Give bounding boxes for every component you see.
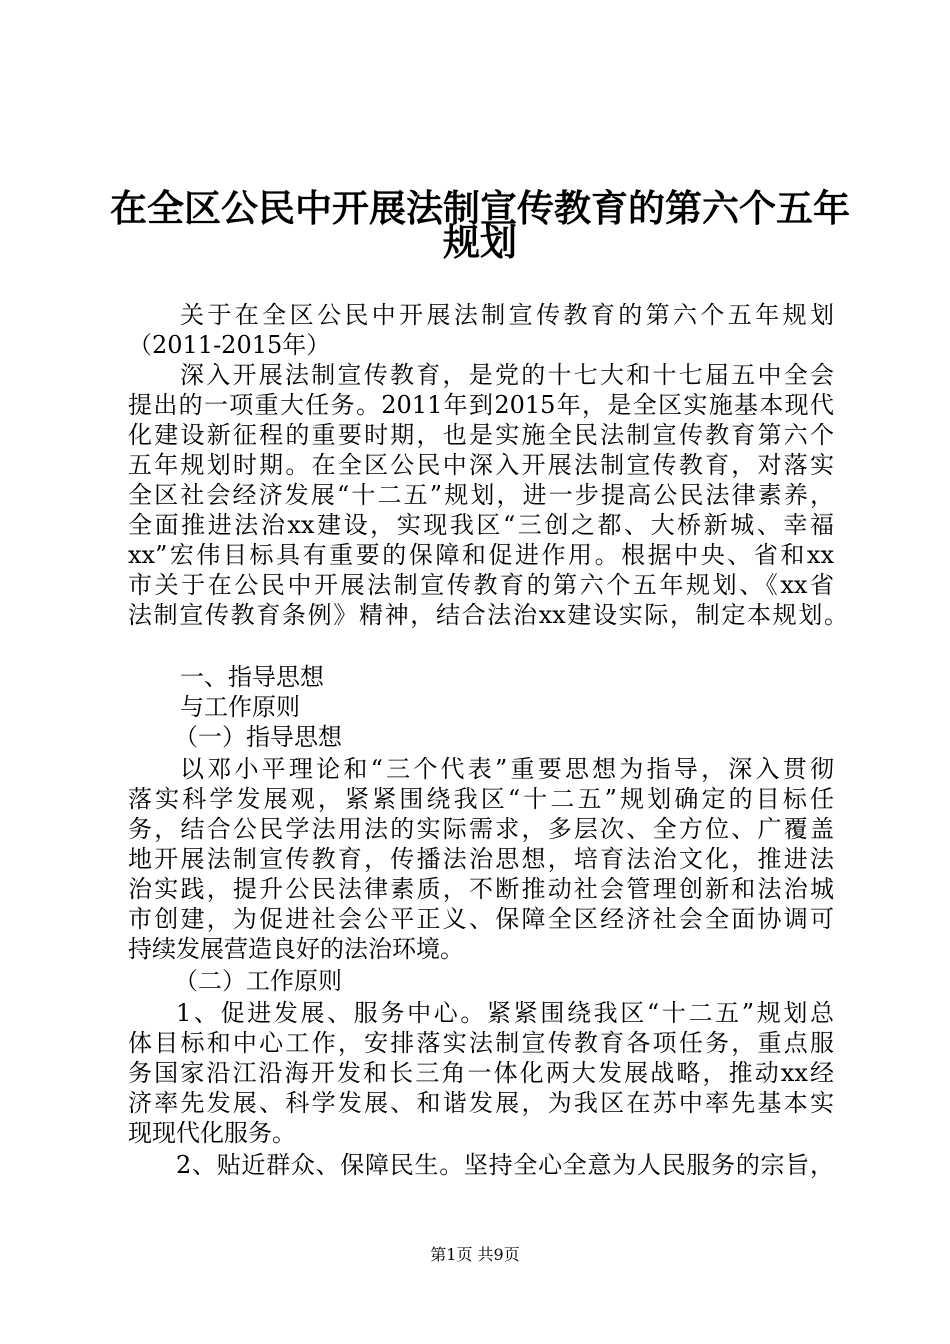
subtitle-line-2: （2011-2015年） bbox=[128, 331, 331, 359]
paragraph-2-line-4: 地开展法制宣传教育，传播法治思想，培育法治文化，推进法 bbox=[128, 845, 834, 873]
section-heading-1: 一、指导思想 bbox=[180, 663, 324, 691]
subtitle-line-1: 关于在全区公民中开展法制宣传教育的第六个五年规划 bbox=[180, 301, 834, 329]
paragraph-3-line-5: 现现代化服务。 bbox=[128, 1119, 296, 1147]
paragraph-1-line-8: 市关于在公民中开展法制宣传教育的第六个五年规划、《xx省 bbox=[128, 571, 834, 599]
document-title-line-1: 在全区公民中开展法制宣传教育的第六个五年 bbox=[110, 187, 850, 230]
subsection-heading-2: （二）工作原则 bbox=[174, 967, 342, 995]
paragraph-2-line-2: 落实科学发展观，紧紧围绕我区“十二五”规划确定的目标任 bbox=[128, 785, 834, 813]
paragraph-2-line-1: 以邓小平理论和“三个代表”重要思想为指导，深入贯彻 bbox=[180, 755, 834, 783]
paragraph-1-line-2: 提出的一项重大任务。2011年到2015年，是全区实施基本现代 bbox=[128, 391, 834, 419]
paragraph-4-line-1: 2、贴近群众、保障民生。坚持全心全意为人民服务的宗旨， bbox=[176, 1151, 834, 1179]
document-title-line-2: 规划 bbox=[443, 221, 517, 264]
paragraph-3-line-2: 体目标和中心工作，安排落实法制宣传教育各项任务，重点服 bbox=[128, 1029, 834, 1057]
paragraph-2-line-7: 持续发展营造良好的法治环境。 bbox=[128, 935, 464, 963]
paragraph-3-line-3: 务国家沿江沿海开发和长三角一体化两大发展战略，推动xx经 bbox=[128, 1059, 834, 1087]
paragraph-1-line-6: 全面推进法治xx建设，实现我区“三创之都、大桥新城、幸福 bbox=[128, 511, 834, 539]
paragraph-3-line-1: 1、促进发展、服务中心。紧紧围绕我区“十二五”规划总 bbox=[176, 999, 834, 1027]
paragraph-1-line-9: 法制宣传教育条例》精神，结合法治xx建设实际，制定本规划。 bbox=[128, 601, 848, 629]
paragraph-3-line-4: 济率先发展、科学发展、和谐发展，为我区在苏中率先基本实 bbox=[128, 1089, 834, 1117]
paragraph-2-line-5: 治实践，提升公民法律素质，不断推动社会管理创新和法治城 bbox=[128, 875, 834, 903]
paragraph-1-line-3: 化建设新征程的重要时期，也是实施全民法制宣传教育第六个 bbox=[128, 421, 834, 449]
paragraph-1-line-5: 全区社会经济发展“十二五”规划，进一步提高公民法律素养， bbox=[128, 481, 834, 509]
paragraph-2-line-3: 务，结合公民学法用法的实际需求，多层次、全方位、广覆盖 bbox=[128, 815, 834, 843]
paragraph-1-line-1: 深入开展法制宣传教育，是党的十七大和十七届五中全会 bbox=[180, 361, 834, 389]
paragraph-2-line-6: 市创建，为促进社会公平正义、保障全区经济社会全面协调可 bbox=[128, 905, 834, 933]
paragraph-1-line-4: 五年规划时期。在全区公民中深入开展法制宣传教育，对落实 bbox=[128, 451, 834, 479]
subsection-heading-1: （一）指导思想 bbox=[174, 723, 342, 751]
paragraph-1-line-7: xx”宏伟目标具有重要的保障和促进作用。根据中央、省和xx bbox=[128, 541, 834, 569]
page-number-footer: 第1页 共9页 bbox=[430, 1245, 520, 1264]
section-heading-1-cont: 与工作原则 bbox=[180, 693, 300, 721]
